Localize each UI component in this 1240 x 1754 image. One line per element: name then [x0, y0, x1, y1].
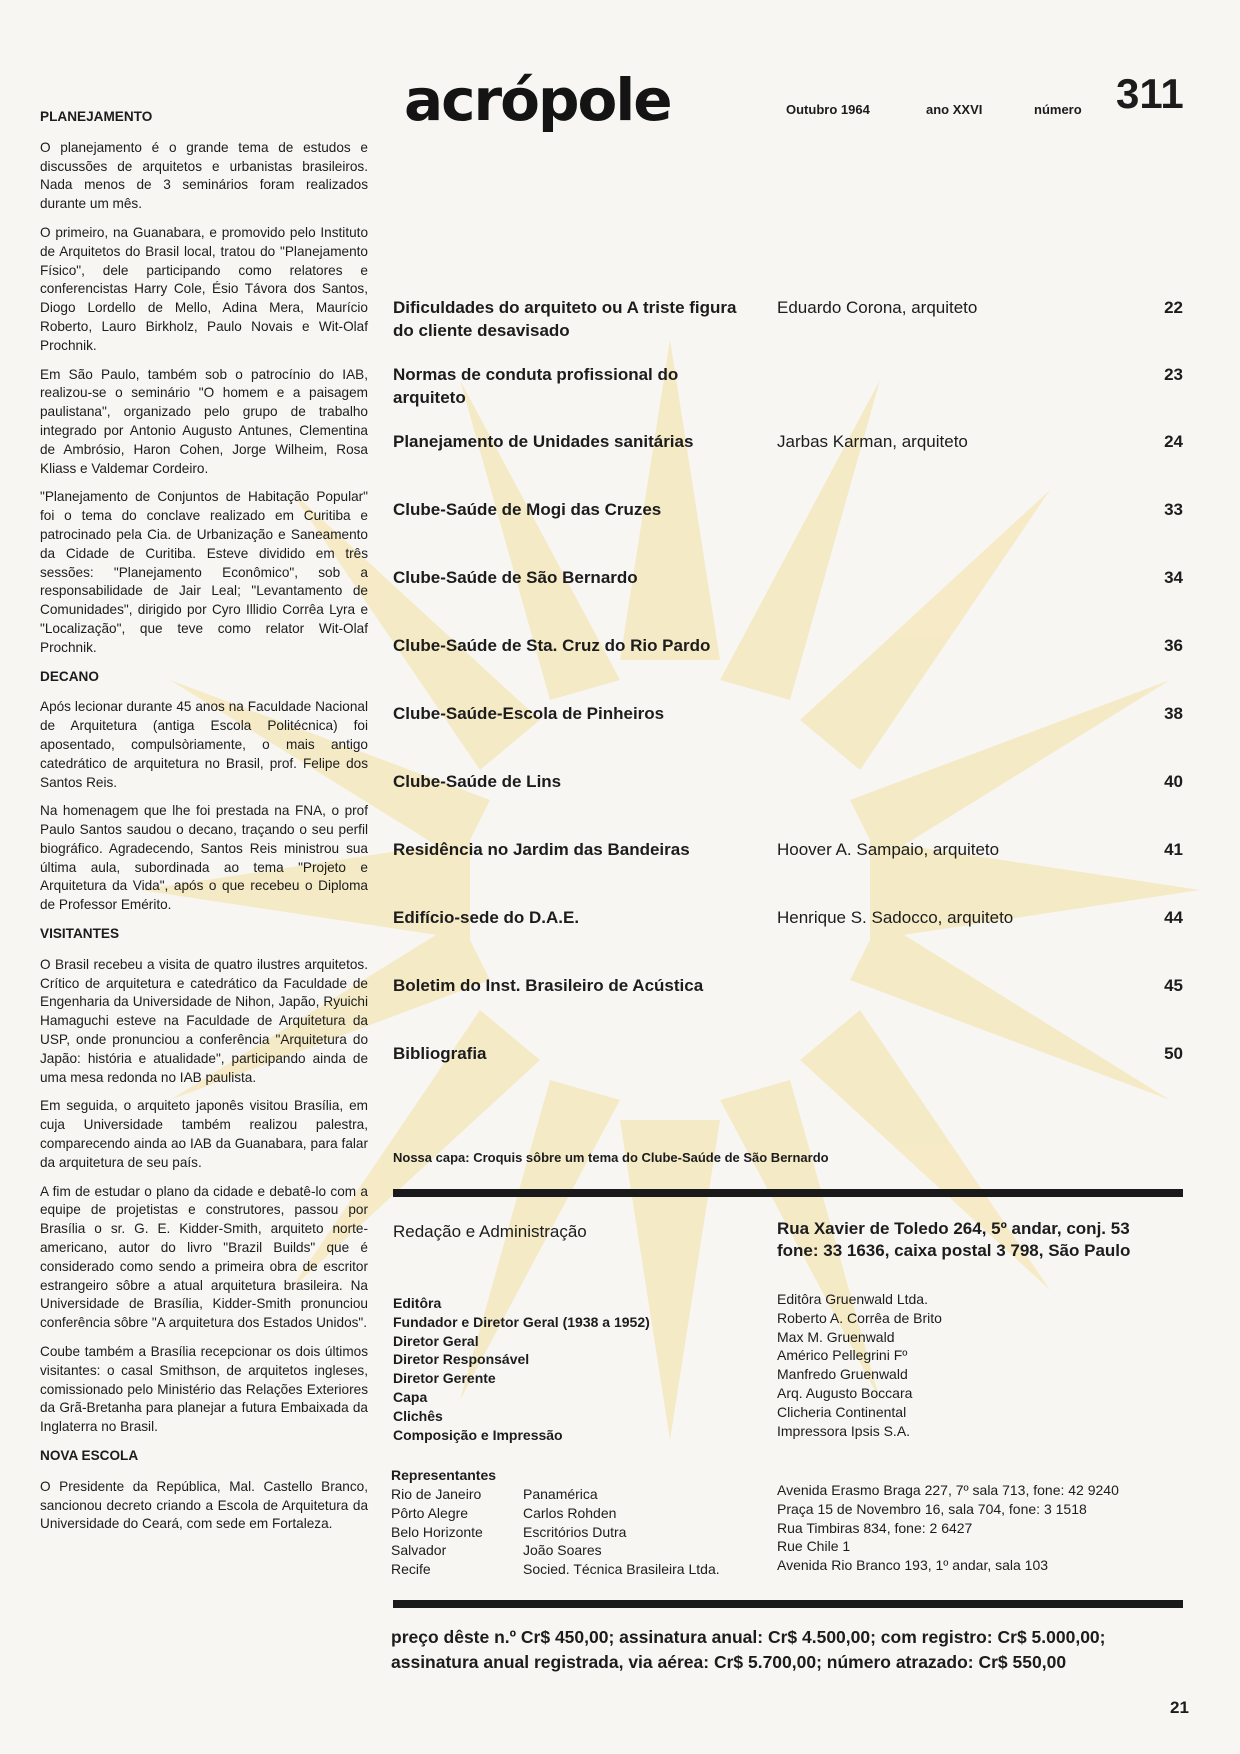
paragraph: O Presidente da República, Mal. Castello Branco, sancionou decreto criando a Escola de Arquitetura da Universidade do Ceará, com sede em Fortaleza. — [40, 1478, 368, 1532]
staff-role: Diretor Gerente — [393, 1370, 496, 1387]
magazine-logo: acrópole — [404, 66, 671, 134]
staff-role: Clichês — [393, 1407, 443, 1424]
administration-heading: Redação e Administração — [393, 1222, 587, 1241]
staff-name: Max M. Gruenwald — [777, 1328, 895, 1345]
divider-rule — [393, 1189, 1183, 1197]
rep-city: Rio de Janeiro — [391, 1486, 482, 1502]
staff-role: Diretor Geral — [393, 1332, 479, 1349]
pricing-info — [391, 1625, 1191, 1675]
section-planejamento — [40, 108, 368, 658]
address-line: Rua Xavier de Toledo 264, 5º andar, conj. 53 — [777, 1219, 1130, 1238]
page-number: 21 — [1170, 1698, 1189, 1717]
issue-number: 311 — [1116, 70, 1184, 117]
toc-page: 34 — [1164, 568, 1183, 587]
toc-author: Henrique S. Sadocco, arquiteto — [777, 908, 1014, 927]
paragraph: O primeiro, na Guanabara, e promovido pelo Instituto de Arquitetos do Brasil local, tratou do "Planejamento Físico", dele participando como relatores e conferencistas Harry Cole, Ésio Távora dos Santos, Diogo Lordello de Mello, Adina Mera, Maurício Roberto, Lauro Birkholz, Paulo Novais e Wit-Olaf Prochnik. — [40, 224, 368, 353]
staff-names — [777, 1290, 942, 1440]
section-decano — [40, 668, 368, 916]
address-line: fone: 33 1636, caixa postal 3 798, São Paulo — [777, 1241, 1131, 1260]
paragraph: Em São Paulo, também sob o patrocínio do IAB, realizou-se o seminário "O homem e a paisagem paulistana", organizado pelo grupo de trabalho integrado por Antonio Augusto Antunes, Clementina de Ambrósio, Haron Cohen, Jorge Wilheim, Rosa Kliass e Valdemar Cordeiro. — [40, 366, 368, 476]
issue-number-label: número — [1034, 102, 1082, 117]
cover-note: Nossa capa: Croquis sôbre um tema do Clube-Saúde de São Bernardo — [393, 1150, 829, 1165]
toc-title: Bibliografia — [393, 1044, 487, 1063]
toc-page: 38 — [1164, 704, 1183, 723]
rep-city: Recife — [391, 1561, 431, 1578]
masthead — [404, 66, 1184, 134]
staff-name: Manfredo Gruenwald — [777, 1366, 908, 1383]
paragraph: Em seguida, o arquiteto japonês visitou Brasília, em cuja Universidade também realizou palestra, comparecendo ainda ao IAB da Guanabara, para falar da arquitetura de seu país. — [40, 1098, 368, 1170]
toc-page: 23 — [1164, 365, 1183, 384]
rep-name: João Soares — [523, 1542, 602, 1559]
staff-role: Composição e Impressão — [393, 1426, 563, 1443]
rep-address: Praça 15 de Novembro 16, sala 704, fone: 3 1518 — [777, 1500, 1087, 1517]
staff-role: Diretor Responsável — [393, 1351, 530, 1368]
rep-name: Panamérica — [523, 1486, 598, 1502]
toc-title: Clube-Saúde de Lins — [393, 772, 562, 791]
rep-address: Rue Chile 1 — [777, 1538, 851, 1555]
section-heading: NOVA ESCOLA — [40, 1448, 139, 1463]
section-heading: DECANO — [40, 668, 99, 684]
rep-address: Avenida Rio Branco 193, 1º andar, sala 103 — [777, 1557, 1049, 1574]
rep-address: Rua Timbiras 834, fone: 2 6427 — [777, 1519, 973, 1536]
rep-city: Pôrto Alegre — [391, 1504, 469, 1521]
rep-city: Belo Horizonte — [391, 1523, 483, 1540]
toc-page: 36 — [1164, 636, 1183, 655]
pricing-line: preço dêste n.º Cr$ 450,00; assinatura anual: Cr$ 4.500,00; com registro: Cr$ 5.000,00; — [391, 1627, 1106, 1647]
toc-title: Residência no Jardim das Bandeiras — [393, 840, 690, 859]
rep-addresses — [777, 1481, 1119, 1575]
section-visitantes — [40, 925, 368, 1437]
news-column — [40, 108, 368, 1544]
paragraph: O planejamento é o grande tema de estudos e discussões de arquitetos e urbanistas brasileiros. Nada menos de 3 seminários foram realizados durante um mês. — [40, 139, 368, 212]
rep-name: Carlos Rohden — [523, 1504, 617, 1521]
paragraph: Coube também a Brasília recepcionar os dois últimos visitantes: o casal Smithson, de arquitetos ingleses, comissionado pelo Ministério das Relações Exteriores da Grã-Bretanha para planejar a futura Embaixada da Inglaterra no Brasil. — [40, 1344, 368, 1435]
toc-page: 45 — [1164, 976, 1183, 995]
staff-name: Editôra Gruenwald Ltda. — [777, 1291, 928, 1307]
staff-role: Capa — [393, 1388, 428, 1405]
staff-role: Fundador e Diretor Geral (1938 a 1952) — [393, 1313, 650, 1330]
toc-title: Dificuldades do arquiteto ou A triste figura do cliente desavisado — [393, 298, 737, 340]
section-heading: VISITANTES — [40, 926, 120, 942]
toc-title: Clube-Saúde de Mogi das Cruzes — [393, 500, 662, 519]
toc-page: 44 — [1164, 908, 1183, 927]
staff-name: Clicheria Continental — [777, 1403, 907, 1420]
paragraph: Na homenagem que lhe foi prestada na FNA, o prof Paulo Santos saudou o decano, traçando o seu perfil biográfico. Agradecendo, Santos Reis ministrou sua última aula, subordinada ao tema "Projeto e Arquitetura da Vida", após o que recebeu o Diploma de Professor Emérito. — [40, 803, 368, 913]
rep-cities — [391, 1485, 483, 1579]
toc-author: Eduardo Corona, arquiteto — [777, 298, 978, 317]
section-nova-escola — [40, 1447, 368, 1534]
section-heading: PLANEJAMENTO — [40, 109, 153, 124]
toc-title: Normas de conduta profissional do arquiteto — [393, 365, 679, 407]
toc-page: 22 — [1164, 298, 1183, 317]
toc-title: Edifício-sede do D.A.E. — [393, 908, 580, 927]
rep-city: Salvador — [391, 1542, 447, 1559]
rep-name: Socied. Técnica Brasileira Ltda. — [523, 1561, 720, 1578]
divider-rule — [393, 1600, 1183, 1608]
staff-role: Editôra — [393, 1295, 442, 1311]
toc-page: 33 — [1164, 500, 1183, 519]
toc-author: Hoover A. Sampaio, arquiteto — [777, 840, 1000, 859]
toc-page: 24 — [1164, 432, 1183, 451]
issue-date: Outubro 1964 — [786, 102, 870, 117]
administration-address — [777, 1218, 1187, 1262]
toc-title: Clube-Saúde de Sta. Cruz do Rio Pardo — [393, 636, 711, 655]
issue-year: ano XXVI — [926, 102, 983, 117]
rep-address: Avenida Erasmo Braga 227, 7º sala 713, fone: 42 9240 — [777, 1482, 1119, 1498]
paragraph: Após lecionar durante 45 anos na Faculdade Nacional de Arquitetura (antiga Escola Politécnica) foi aposentado, compulsòriamente, o mais antigo catedrático de arquitetura no Brasil, prof. Felipe dos Santos Reis. — [40, 699, 368, 790]
staff-roles — [393, 1294, 650, 1444]
rep-names — [523, 1485, 720, 1579]
paragraph: O Brasil recebeu a visita de quatro ilustres arquitetos. Crítico de arquitetura e catedrático da Faculdade de Engenharia da Universidade de Nihon, Japão, Ryuichi Hamaguchi esteve na Faculdade de Arquitetura da USP, onde pronunciou a conferência "Arquitetura do Japão: história e atualidade", participando ainda de uma mesa redonda no IAB paulista. — [40, 956, 368, 1085]
toc-author: Jarbas Karman, arquiteto — [777, 432, 968, 451]
staff-name: Américo Pellegrini Fº — [777, 1347, 908, 1364]
toc-title: Clube-Saúde-Escola de Pinheiros — [393, 704, 665, 723]
toc-title: Planejamento de Unidades sanitárias — [393, 432, 694, 451]
toc-page: 40 — [1164, 772, 1183, 791]
toc-page: 41 — [1164, 840, 1183, 859]
toc-title: Boletim do Inst. Brasileiro de Acústica — [393, 976, 704, 995]
staff-name: Roberto A. Corrêa de Brito — [777, 1309, 942, 1326]
paragraph: "Planejamento de Conjuntos de Habitação Popular" foi o tema do conclave realizado em Curitiba e patrocinado pela Cia. de Urbanização e Saneamento da Cidade de Curitiba. Esteve dividido em três sessões: "Planejamento Econômico", sob a responsabilidade de Jair Leal; "Levantamento de Comunidades", dirigido por Cyro Illidio Corrêa Lyra e "Localização", que teve como relator Wit-Olaf Prochnik. — [40, 489, 368, 655]
staff-name: Impressora Ipsis S.A. — [777, 1422, 911, 1439]
representatives-heading: Representantes — [391, 1467, 497, 1483]
toc-page: 50 — [1164, 1044, 1183, 1063]
rep-name: Escritórios Dutra — [523, 1523, 627, 1540]
toc-title: Clube-Saúde de São Bernardo — [393, 568, 638, 587]
pricing-line: assinatura anual registrada, via aérea: Cr$ 5.700,00; número atrazado: Cr$ 550,00 — [391, 1652, 1067, 1672]
staff-name: Arq. Augusto Boccara — [777, 1384, 913, 1401]
paragraph: A fim de estudar o plano da cidade e debatê-lo com a equipe de projetistas e construtores, passou por Brasília o sr. G. E. Kidder-Smith, arquiteto norte-americano, autor do livro "Brazil Builds" que é considerado como sendo a primeira obra de escritor estrangeiro sôbre a atual arquitetura brasileira. Na Universidade de Brasília, Kidder-Smith pronunciou conferência sôbre "A arquitetura dos Estados Unidos". — [40, 1183, 368, 1331]
